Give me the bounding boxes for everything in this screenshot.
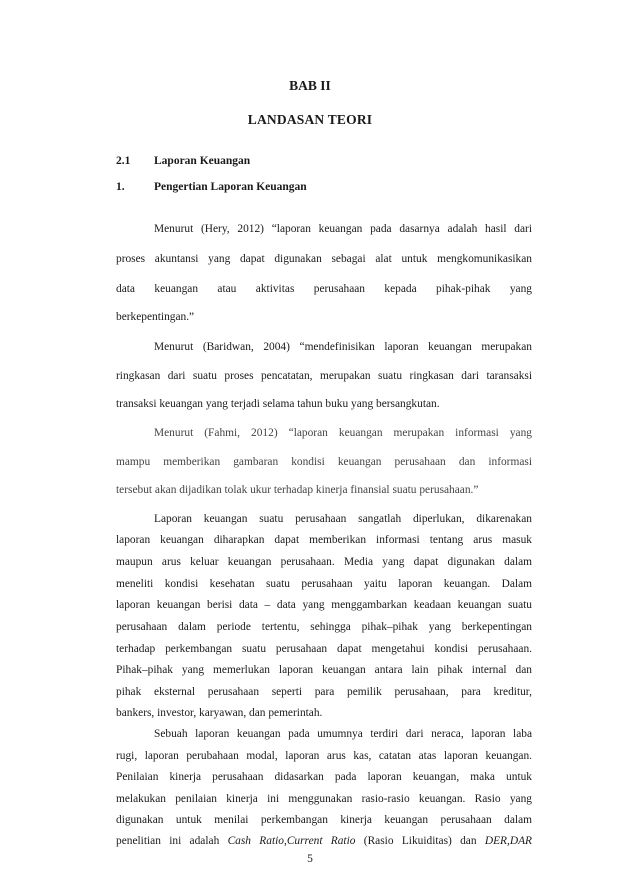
para5-line: Sebuah laporan keuangan pada umumnya terdiri dari neraca, laporan laba [154, 728, 532, 740]
para4-line: laporan keuangan berisi data – data yang menggambarkan keadaan keuangan suatu [116, 599, 532, 611]
para3-line: tersebut akan dijadikan tolak ukur terhadap kinerja finansial suatu perusahaan.” [116, 484, 479, 496]
para4-line: perusahaan dalam periode tertentu, sehingga pihak–pihak yang berkepentingan [116, 621, 532, 633]
para1-line: proses akuntansi yang dapat digunakan sebagai alat untuk mengkomunikasikan [116, 253, 532, 265]
para5-last-pre: penelitian ini adalah [116, 835, 228, 847]
para4-line: maupun arus keluar keuangan perusahaan. Media yang dapat digunakan dalam [116, 556, 532, 568]
para4-line: terhadap perkembangan suatu perusahaan dapat mengetahui kondisi perusahaan. [116, 643, 532, 655]
para3-line: mampu memberikan gambaran kondisi keuangan perusahaan dan informasi [116, 456, 532, 468]
section-title: Laporan Keuangan [154, 155, 251, 167]
chapter-title: LANDASAN TEORI [247, 112, 373, 127]
para4-line: bankers, investor, karyawan, dan pemerintah. [116, 707, 323, 719]
para4-line: laporan keuangan diharapkan dapat memberikan informasi tentang arus masuk [116, 534, 532, 546]
para4-line: Laporan keuangan suatu perusahaan sangatlah diperlukan, dikarenakan [154, 513, 532, 525]
para1-line: Menurut (Hery, 2012) “laporan keuangan pada dasarnya adalah hasil dari [154, 223, 532, 235]
section-number: 2.1 [116, 155, 131, 167]
para1-line: data keuangan atau aktivitas perusahaan kepada pihak-pihak yang [116, 283, 532, 295]
para2-line: transaksi keuangan yang terjadi selama tahun buku yang bersangkutan. [116, 398, 440, 410]
subsection-title: Pengertian Laporan Keuangan [154, 181, 307, 193]
ratio-terms-solvency: DER,DAR [484, 835, 532, 847]
para2-line: ringkasan dari suatu proses pencatatan, merupakan suatu ringkasan dari taransaksi [116, 370, 532, 382]
para5-last-line [116, 834, 532, 848]
para4-line: Pihak–pihak yang memerlukan laporan keuangan antara lain pihak internal dan [116, 664, 532, 676]
para5-line: melakukan penilaian kinerja ini menggunakan rasio-rasio keuangan. Rasio yang [116, 793, 532, 805]
para4-line: meneliti kondisi kesehatan suatu perusahaan yaitu laporan keuangan. Dalam [116, 578, 532, 590]
subsection-number: 1. [116, 181, 125, 193]
para3-line: Menurut (Fahmi, 2012) “laporan keuangan merupakan informasi yang [154, 427, 532, 439]
ratio-terms-liquidity: Cash Ratio,Current Ratio [227, 835, 356, 847]
page-number: 5 [307, 853, 313, 865]
para5-line: digunakan untuk menilai perkembangan kinerja keuangan perusahaan dalam [116, 814, 532, 826]
para2-line: Menurut (Baridwan, 2004) “mendefinisikan laporan keuangan merupakan [154, 341, 532, 353]
para5-line: Penilaian kinerja perusahaan didasarkan pada laporan keuangan, maka untuk [116, 771, 532, 783]
para4-line: pihak eksternal perusahaan seperti para pemilik perusahaan, para kreditur, [116, 686, 532, 698]
para1-line: berkepentingan.” [116, 311, 195, 323]
para5-line: rugi, laporan perubahaan modal, laporan arus kas, catatan atas laporan keuangan. [116, 750, 532, 762]
para5-last-mid: (Rasio Likuiditas) dan [355, 835, 485, 847]
chapter-label: BAB II [289, 78, 331, 93]
